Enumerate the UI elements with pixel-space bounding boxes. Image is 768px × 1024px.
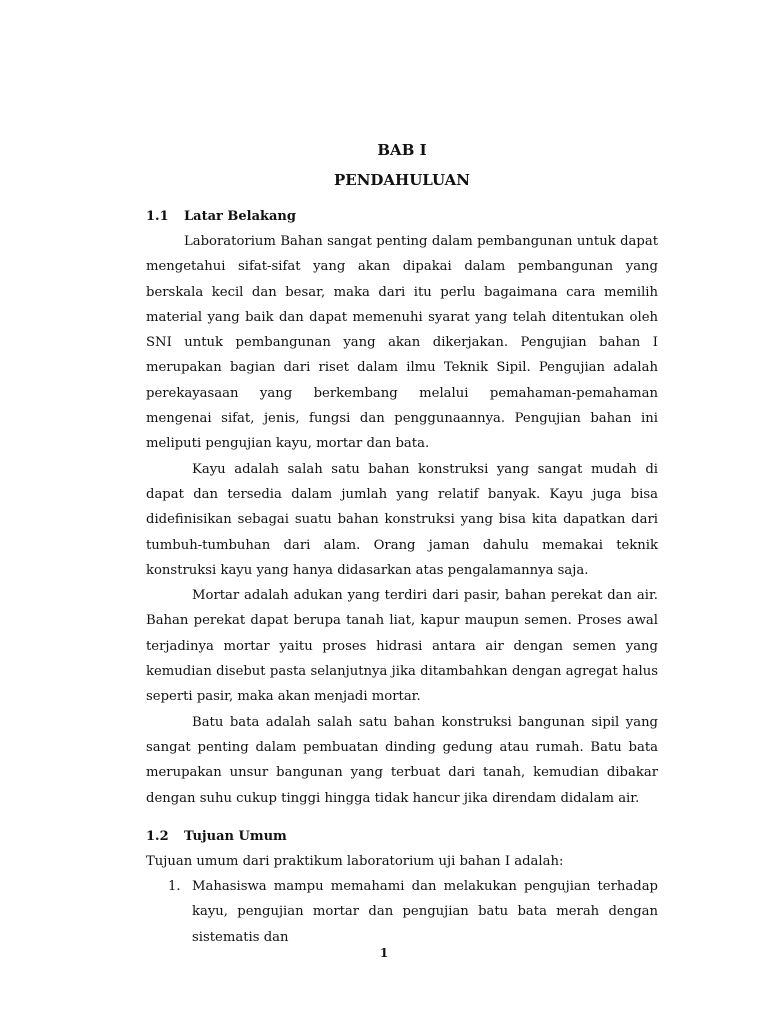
paragraph-laboratorium: Laboratorium Bahan sangat penting dalam pembangunan untuk dapat mengetahui sifat-sifat yang akan dipakai dalam pembangunan yang berskala kecil dan besar, maka dari itu perlu bagaimana cara memilih material yang baik dan dapat memenuhi syarat yang telah ditentukan oleh SNI untuk pembangunan yang akan dikerjakan. Pengujian bahan I merupakan bagian dari riset dalam ilmu Teknik Sipil. Pengujian adalah perekayasaan yang berkembang melalui pemahaman-pemahaman mengenai sifat, jenis, fungsi dan penggunaannya. Pengujian bahan ini meliputi pengujian kayu, mortar dan bata. [146, 234, 658, 452]
section-title: Latar Belakang [184, 209, 296, 224]
tujuan-intro: Tujuan umum dari praktikum laboratorium uji bahan I adalah: [146, 853, 564, 869]
section-heading-latar-belakang [146, 205, 658, 229]
list-item [146, 874, 658, 950]
section-title: Tujuan Umum [184, 828, 287, 844]
chapter-number: BAB I [377, 141, 427, 159]
chapter-title: PENDAHULUAN [333, 171, 471, 189]
section-number: 1.1 [146, 209, 169, 224]
section-number: 1.2 [146, 828, 169, 844]
section-heading-tujuan-umum [146, 825, 658, 849]
paragraph-batu-bata: Batu bata adalah salah satu bahan konstruksi bangunan sipil yang sangat penting dalam pembuatan dinding gedung atau rumah. Batu bata merupakan unsur bangunan yang terbuat dari tanah, kemudian dibakar dengan suhu cukup tinggi hingga tidak hancur jika direndam didalam air. [146, 714, 658, 806]
list-marker: 1. [168, 879, 181, 895]
paragraph-mortar: Mortar adalah adukan yang terdiri dari pasir, bahan perekat dan air. Bahan perekat dapat berupa tanah liat, kapur maupun semen. Proses awal terjadinya mortar yaitu proses hidrasi antara air dengan semen yang kemudian disebut pasta selanjutnya jika ditambahkan dengan agregat halus seperti pasir, maka akan menjadi mortar. [146, 588, 658, 705]
list-item-text: Mahasiswa mampu memahami dan melakukan pengujian terhadap kayu, pengujian mortar dan pengujian batu bata merah dengan sistematis dan [192, 879, 658, 945]
page-content [146, 139, 658, 950]
paragraph-kayu: Kayu adalah salah satu bahan konstruksi yang sangat mudah di dapat dan tersedia dalam jumlah yang relatif banyak. Kayu juga bisa didefinisikan sebagai suatu bahan konstruksi yang bisa kita dapatkan dari tumbuh-tumbuhan dari alam. Orang jaman dahulu memakai teknik konstruksi kayu yang hanya didasarkan atas pengalamannya saja. [146, 461, 658, 578]
page-number: 1 [379, 946, 389, 960]
